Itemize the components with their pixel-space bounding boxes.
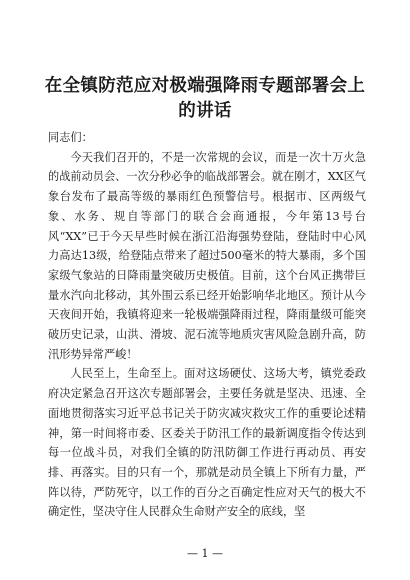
paragraph-2: 人民至上，生命至上。面对这场硬仗、这场大考，镇党委政府决定紧急召开这次专题部署会，主要任务就是坚决、迅速、全面地贯彻落实习近平总书记关于防灾减灾救灾工作的重要论述精神，第一时间将市委、区委关于防汛工作的最新调度指令传达到每一位战斗员，对我们全镇的防汛防御工作进行再动员、再安排、再落实。目的只有一个，那就是动员全镇上下所有力量，严阵以待，严防死守，以工作的百分之百确定性应对天气的极大不确定性，坚决守住人民群众生命财产安全的底线，坚: [48, 367, 366, 519]
paragraph-1: 今天我们召开的，不是一次常规的会议，而是一次十万火急的战前动员会、一次分秒必争的临战部署会。就在刚才，XX区气象台发布了最高等级的暴雨红色预警信号。根据市、区两级气象、水务、规自等部门的联合会商通报，今年第13号台风“XX”已于今天早些时候在浙江沿海强势登陆，登陆时中心风力高达13级，给登陆点带来了超过500毫米的特大暴雨，多个国家级气象站的日降雨量突破历史极值。目前，这个台风正携带巨量水汽向北移动，其外围云系已经开始影响华北地区。预计从今天夜间开始，我镇将迎来一轮极端强降雨过程，降雨量级可能突破历史记录，山洪、滑坡、泥石流等地质灾害风险急剧升高，防汛形势异常严峻！: [48, 150, 366, 361]
salutation: 同志们：: [48, 131, 93, 144]
page-number: — 1 —: [187, 547, 223, 560]
document-title: 在全镇防范应对极端强降雨专题部署会上的讲话: [44, 76, 366, 121]
document-body: [48, 128, 366, 522]
